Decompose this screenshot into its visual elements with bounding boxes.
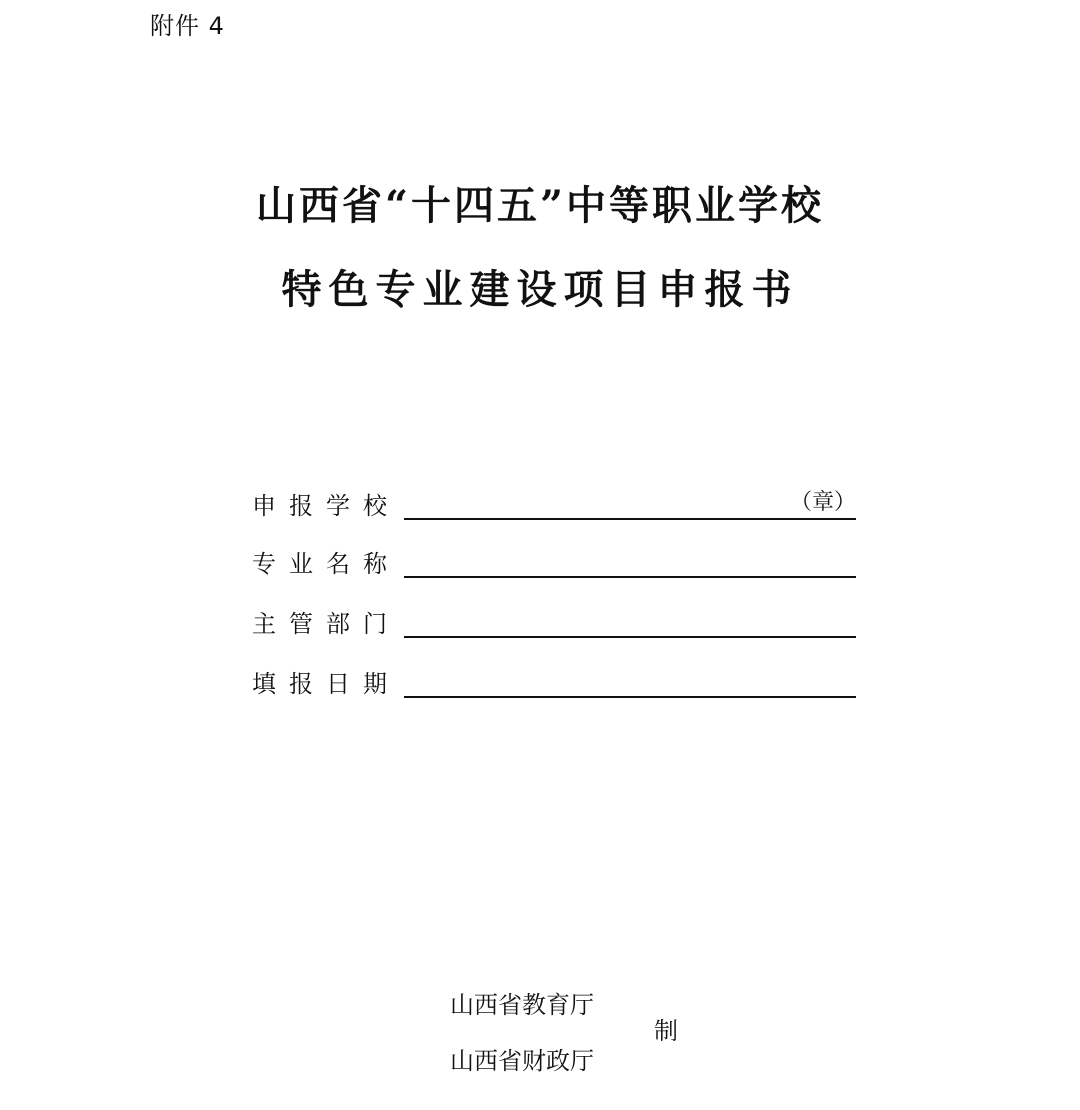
date-label: 填报日期: [252, 670, 400, 698]
form-row-major: [252, 544, 856, 578]
department-label: 主管部门: [252, 610, 400, 638]
date-field[interactable]: [404, 666, 856, 698]
attachment-label: 附件 4: [150, 12, 225, 40]
school-field[interactable]: [404, 488, 856, 520]
seal-marker: （章）: [789, 490, 856, 515]
issuer-finance-department: 山西省财政厅: [450, 1047, 594, 1075]
school-label: 申报学校: [252, 492, 400, 520]
department-field[interactable]: [404, 606, 856, 638]
document-title-line-1: 山西省“十四五”中等职业学校: [255, 182, 824, 229]
document-title-line-2: 特色专业建设项目申报书: [281, 266, 799, 313]
form-row-school: [252, 486, 856, 520]
issuer-education-department: 山西省教育厅: [450, 991, 594, 1019]
form-row-date: [252, 664, 856, 698]
issuer-made-label: 制: [654, 1017, 678, 1045]
major-label: 专业名称: [252, 550, 400, 578]
major-field[interactable]: [404, 546, 856, 578]
form-row-department: [252, 604, 856, 638]
